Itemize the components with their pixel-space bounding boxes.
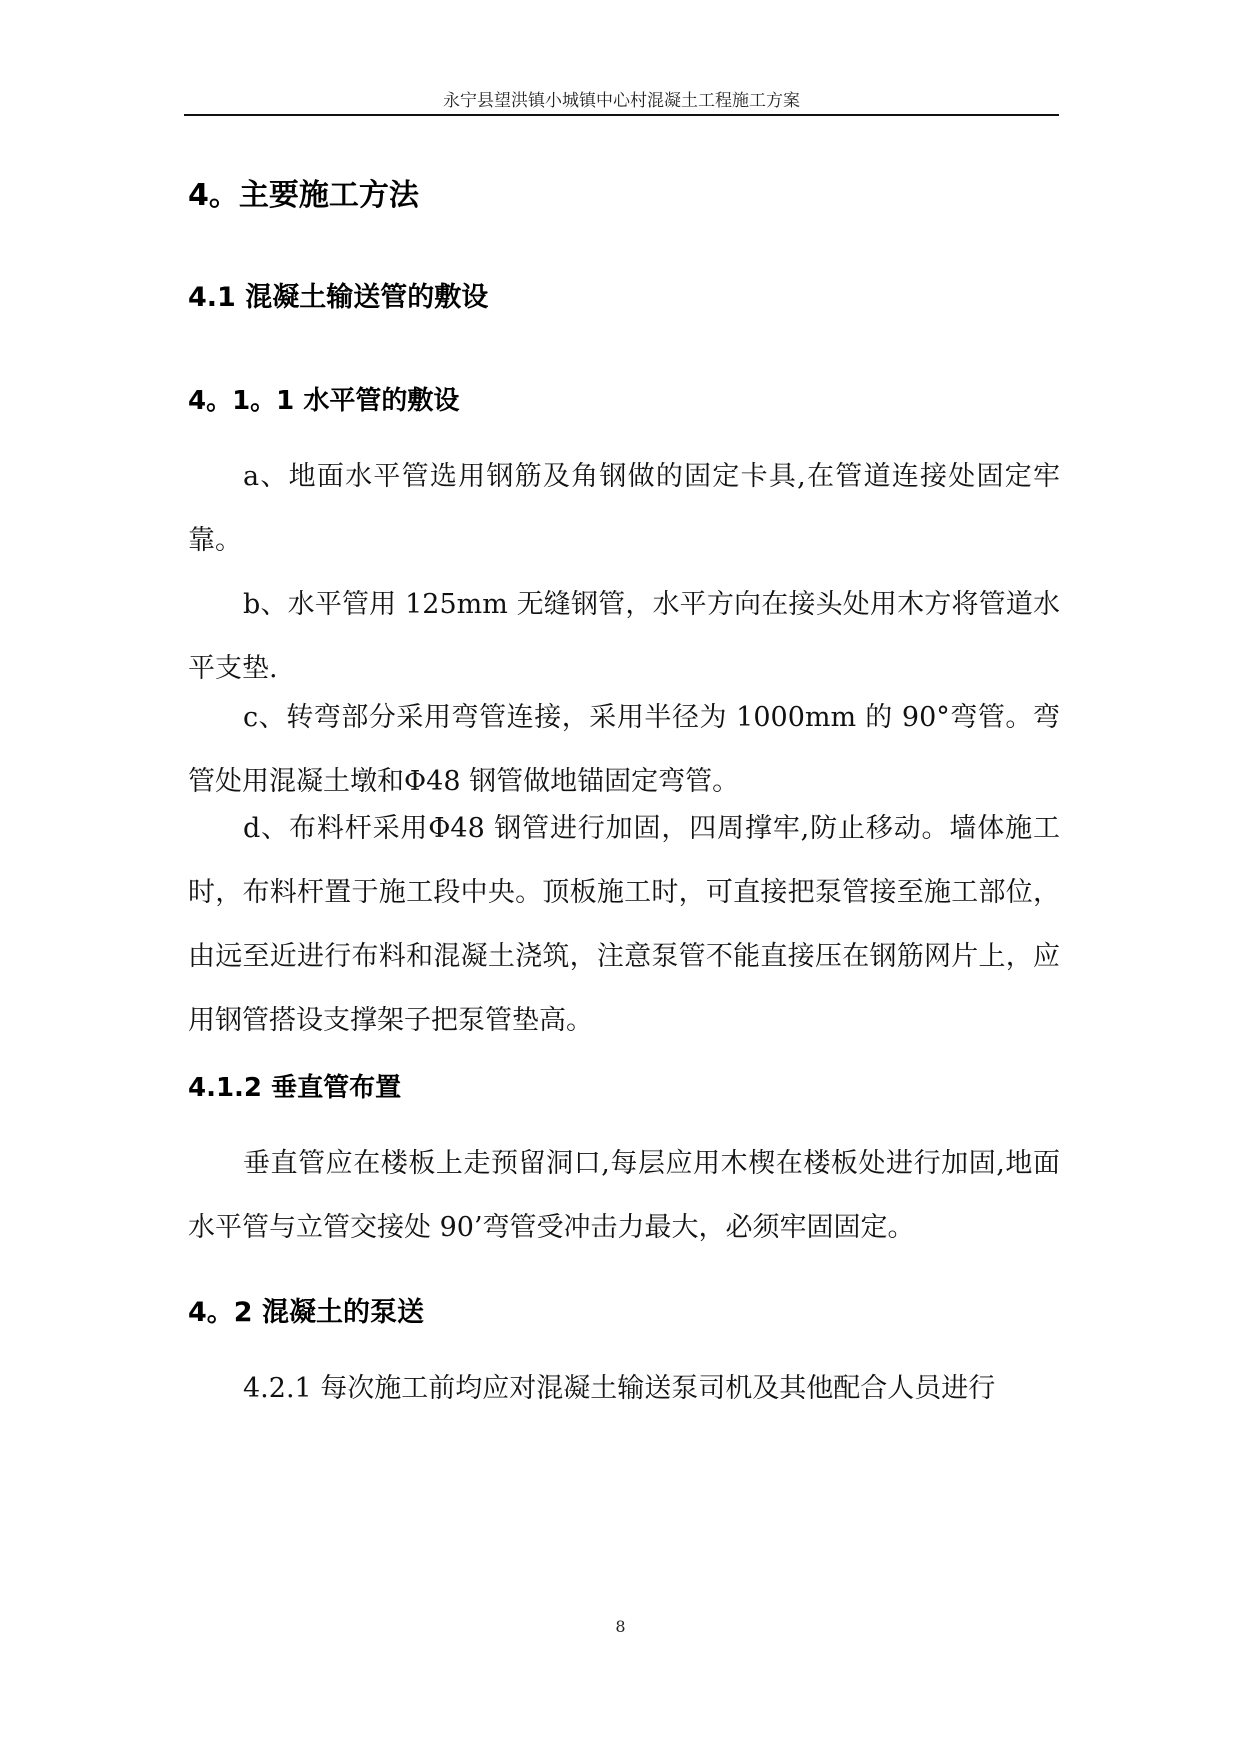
paragraph-vertical-pipe: 垂直管应在楼板上走预留洞口,每层应用木楔在楼板处进行加固,地面水平管与立管交接处 90’弯管受冲击力最大，必须牢固固定。 bbox=[188, 1148, 1060, 1243]
section-heading-4-1-2: 4.1.2 垂直管布置 bbox=[188, 1073, 402, 1103]
section-heading-4-2: 4。2 混凝土的泵送 bbox=[188, 1297, 424, 1328]
paragraph-item-a: a、地面水平管选用钢筋及角钢做的固定卡具,在管道连接处固定牢靠。 bbox=[188, 461, 1060, 556]
page-header-title: 永宁县望洪镇小城镇中心村混凝土工程施工方案 bbox=[443, 91, 800, 111]
section-heading-4-1-1: 4。1。1 水平管的敷设 bbox=[188, 386, 460, 416]
paragraph-item-d: d、布料杆采用Φ48 钢管进行加固，四周撑牢,防止移动。墙体施工时，布料杆置于施工段中央。顶板施工时，可直接把泵管接至施工部位，由远至近进行布料和混凝土浇筑，注意泵管不能直接压在钢筋网片上，应用钢管搭设支撑架子把泵管垫高。 bbox=[188, 813, 1060, 1036]
paragraph-pumping: 4.2.1 每次施工前均应对混凝土输送泵司机及其他配合人员进行 bbox=[243, 1373, 996, 1404]
header-divider bbox=[184, 114, 1059, 116]
paragraph-item-b: b、水平管用 125mm 无缝钢管，水平方向在接头处用木方将管道水平支垫. bbox=[188, 589, 1060, 684]
paragraph-item-c: c、转弯部分采用弯管连接，采用半径为 1000mm 的 90°弯管。弯管处用混凝土墩和Φ48 钢管做地锚固定弯管。 bbox=[188, 702, 1060, 797]
page-number: 8 bbox=[615, 1617, 626, 1636]
section-heading-4: 4。主要施工方法 bbox=[188, 178, 419, 213]
section-heading-4-1: 4.1 混凝土输送管的敷设 bbox=[188, 282, 489, 313]
